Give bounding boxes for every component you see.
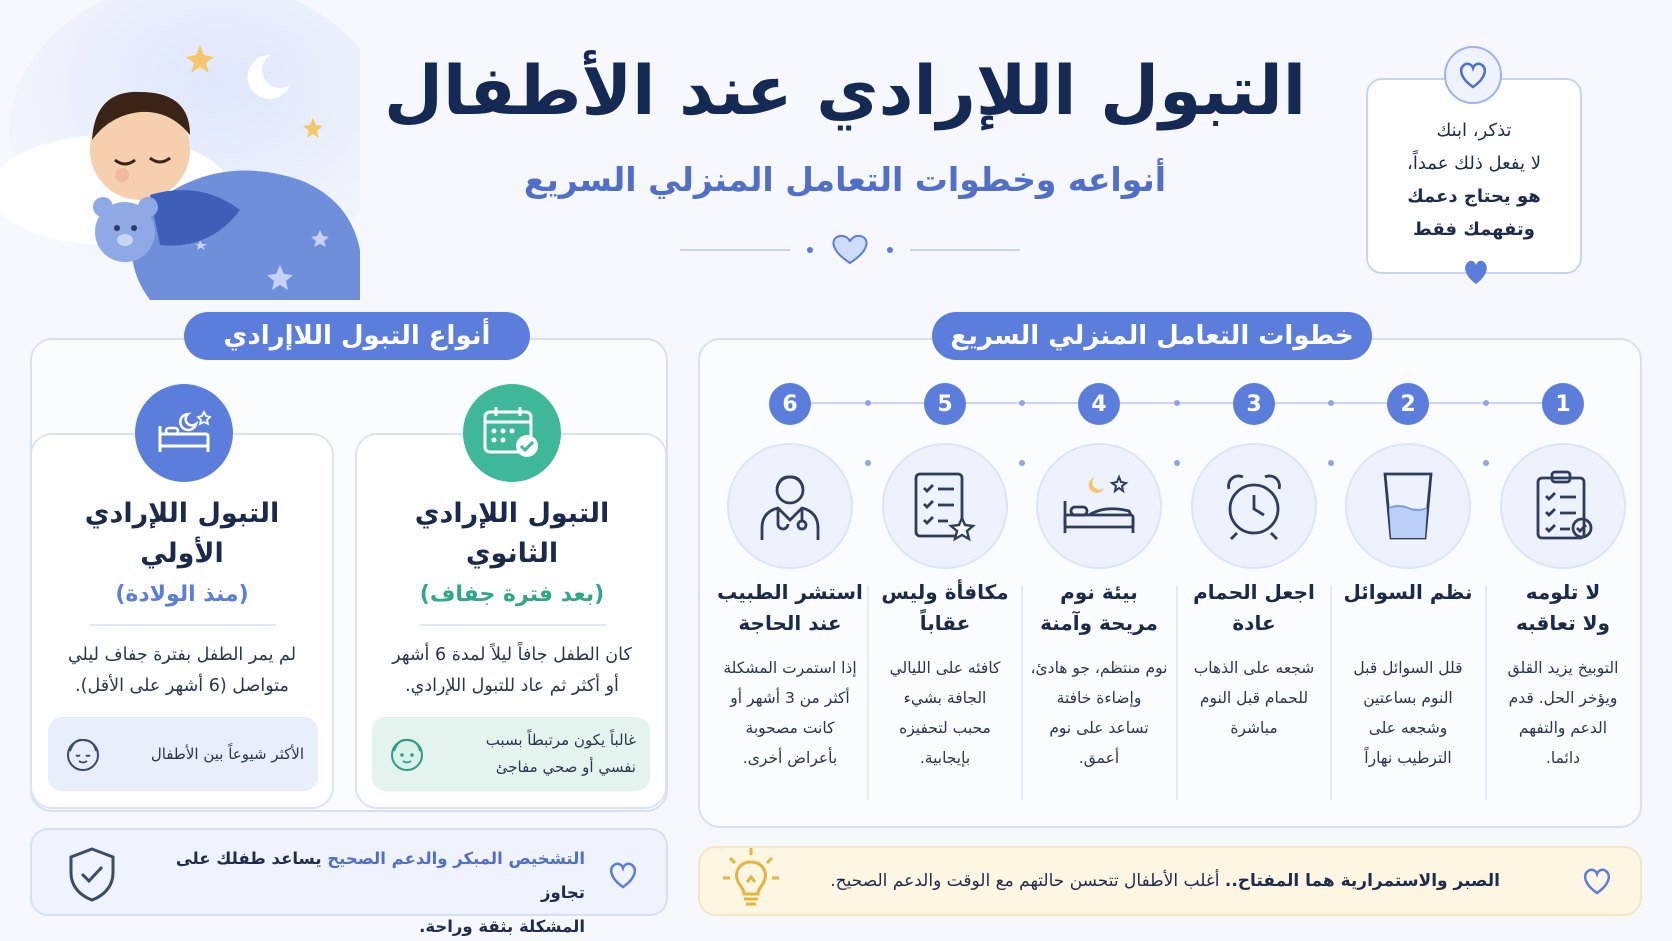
secondary-type-title-2: الثانوي [465, 538, 559, 569]
step-icon-circle [1191, 443, 1317, 569]
reward-chart-icon [910, 468, 980, 544]
step-description: وشجعه على [1368, 719, 1448, 737]
step-description: الدعم والتفهم [1518, 719, 1608, 737]
step-icon-circle [882, 443, 1008, 569]
secondary-note-line-1: غالباً يكون مرتبطاً بسبب [485, 731, 636, 749]
step-icon-circle [1345, 443, 1471, 569]
connector-dot [1483, 400, 1489, 406]
reminder-line-4: وتفهمك فقط [1413, 219, 1535, 240]
shield-check-icon [66, 846, 118, 902]
step-description: دائما. [1545, 749, 1581, 767]
primary-type-subtitle: (منذ الولادة) [115, 582, 249, 607]
calendar-check-icon [463, 384, 561, 482]
lightbulb-icon [720, 846, 782, 912]
step-title: نظم السوائل [1343, 580, 1473, 604]
heart-icon [1461, 258, 1491, 286]
tip-text [780, 866, 1500, 896]
step-description: إذا استمرت المشكلة [723, 659, 857, 677]
connector-dot [1174, 460, 1180, 466]
divider [420, 624, 606, 626]
divider [90, 624, 276, 626]
step-number: 2 [1387, 383, 1429, 425]
step-title: ولا تعاقبه [1516, 611, 1610, 635]
step-number: 1 [1542, 383, 1584, 425]
child-face-icon [62, 733, 104, 775]
connector-dot [1174, 400, 1180, 406]
title-divider-heart-icon [670, 230, 1030, 270]
connector-dot [1483, 460, 1489, 466]
tip-rest: أغلب الأطفال تتحسن حالتهم مع الوقت والدعم الصحيح. [830, 871, 1225, 891]
connector-dot [1019, 400, 1025, 406]
step-title: بيئة نوم [1060, 580, 1138, 604]
heart-icon [606, 860, 640, 890]
step-description: محبب لتحفيزه [899, 719, 991, 737]
step-description: النوم بساعتين [1363, 689, 1453, 707]
secondary-type-subtitle: (بعد فترة جفاف) [419, 582, 605, 607]
step-number: 4 [1078, 383, 1120, 425]
connector-dot [1328, 400, 1334, 406]
step-description: بأعراض أخرى. [742, 749, 838, 767]
step-description: كافئه على الليالي [889, 659, 1001, 677]
alarm-clock-icon [1219, 469, 1289, 543]
diagnosis-rest-2: المشكلة بثقة وراحة. [419, 917, 585, 936]
step-title: عقاباً [919, 611, 971, 635]
tip-bold: الصبر والاستمرارية هما المفتاح.. [1224, 871, 1500, 891]
step-number: 5 [924, 383, 966, 425]
connector-dot [1019, 460, 1025, 466]
primary-type-desc-1: لم يمر الطفل بفترة جفاف ليلي [67, 645, 297, 665]
reminder-line-2: لا يفعل ذلك عمداً، [1407, 153, 1541, 174]
secondary-type-desc-1: كان الطفل جافاً ليلاً لمدة 6 أشهر [392, 645, 632, 665]
step-description: الترطيب نهاراً [1364, 749, 1452, 767]
step-icon-circle [1500, 443, 1626, 569]
connector-dot [865, 400, 871, 406]
connector-dot [865, 460, 871, 466]
page-subtitle: أنواعه وخطوات التعامل المنزلي السريع [523, 160, 1167, 199]
bed-moon-icon [135, 384, 233, 482]
step-icon-circle [727, 443, 853, 569]
secondary-type-title-1: التبول اللإرادي [414, 498, 610, 529]
step-description: وإضاءة خافتة [1056, 689, 1142, 707]
secondary-note-line-2: نفسي أو صحي مفاجئ [495, 758, 636, 776]
reminder-line-1: تذكر، ابنك [1436, 120, 1512, 141]
child-face-icon [386, 733, 428, 775]
heart-icon [1580, 866, 1614, 896]
step-description: كانت مصحوبة [745, 719, 835, 737]
step-icon-circle [1036, 443, 1162, 569]
step-description: ويؤخر الحل. قدم [1508, 689, 1618, 707]
page-title: التبول اللإرادي عند الأطفال [383, 52, 1307, 131]
step-description: قلل السوائل قبل [1353, 659, 1463, 677]
diagnosis-rest-1: يساعد طفلك على تجاوز [175, 849, 585, 902]
step-number: 6 [769, 383, 811, 425]
doctor-icon [754, 468, 826, 544]
step-title: مريحة وآمنة [1040, 611, 1158, 635]
diagnosis-text [145, 842, 585, 941]
secondary-type-note [372, 717, 650, 791]
step-description: الجافة بشيء [903, 689, 987, 707]
step-description: التوبيخ يزيد القلق [1507, 659, 1619, 677]
step-title: اجعل الحمام [1193, 580, 1315, 604]
checklist-icon [1530, 468, 1596, 544]
step-description: للحمام قبل النوم [1199, 689, 1309, 707]
primary-note-text: الأكثر شيوعاً بين الأطفال [150, 744, 304, 763]
step-description: تساعد على نوم [1049, 719, 1149, 737]
secondary-note-text [428, 727, 636, 781]
step-description: بإيجابية. [919, 749, 971, 767]
step-description: نوم منتظم، جو هادئ، [1030, 659, 1168, 677]
step-description: أعمق. [1078, 749, 1120, 767]
reminder-box [1366, 78, 1582, 274]
primary-type-note [48, 717, 318, 791]
steps-section-heading: خطوات التعامل المنزلي السريع [932, 312, 1372, 360]
step-description: مباشرة [1230, 719, 1278, 737]
connector-dot [1328, 460, 1334, 466]
step-description: أكثر من 3 أشهر أو [730, 689, 850, 707]
step-description: شجعه على الذهاب [1193, 659, 1315, 677]
sleeping-child-illustration [0, 0, 360, 300]
primary-type-title-2: الأولي [140, 538, 224, 569]
secondary-type-desc-2: أو أكثر ثم عاد للتبول اللإرادي. [405, 676, 619, 696]
primary-type-desc-2: متواصل (6 أشهر على الأقل). [75, 676, 289, 696]
step-title: لا تلومه [1525, 580, 1601, 604]
step-title: استشر الطبيب [717, 580, 863, 604]
step-title: عند الحاجة [738, 611, 842, 635]
water-glass-icon [1379, 468, 1437, 544]
heart-icon [1444, 46, 1502, 104]
step-title: مكافأة وليس [881, 580, 1009, 604]
step-title: عادة [1232, 611, 1276, 635]
bed-night-icon [1059, 471, 1139, 541]
reminder-line-3: هو يحتاج دعمك [1407, 186, 1541, 207]
primary-type-title-1: التبول اللإرادي [84, 498, 280, 529]
diagnosis-highlight: التشخيص المبكر والدعم الصحيح [327, 849, 585, 868]
types-section-heading: أنواع التبول اللاإرادي [184, 312, 530, 360]
step-number: 3 [1233, 383, 1275, 425]
